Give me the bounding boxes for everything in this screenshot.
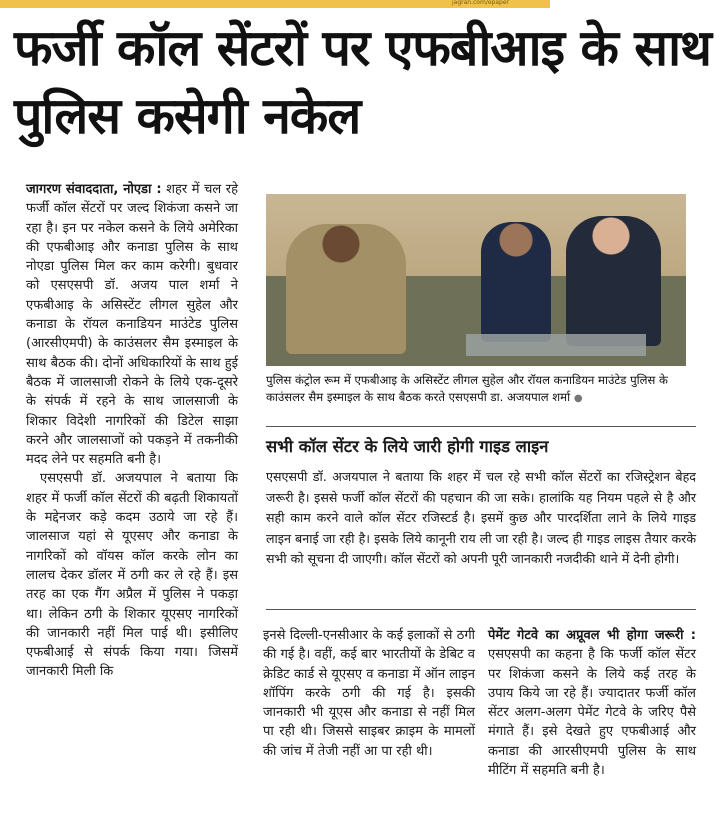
photo-person-fbi-official [481, 222, 551, 342]
photo-person-rcmp-counsellor [566, 216, 661, 346]
article-column-1 [26, 180, 238, 682]
paragraph-2: एसएसपी डॉ. अजयपाल ने बताया कि शहर में फर्जी कॉल सेंटरों की बढ़ती शिकायतों के मद्देनजर कड़े कदम उठाये जा रहे हैं। जालसाज यहां से यूएसए और कनाडा के नागरिकों को वॉयस कॉल करके लोन का लालच देकर डॉलर में ठगी कर ले रहे हैं। इस तरह का एक गैंग अप्रैल में पुलिस ने पकड़ा था। लेकिन ठगी के शिकार यूएसए नागरिकों की जानकारी नहीं मिल पाई थी। इसीलिए एफबीआई से संपर्क किया गया। जिसमें जानकारी मिली कि [26, 471, 238, 680]
headline: फर्जी कॉल सेंटरों पर एफबीआइ के साथ पुलिस कसेगी नकेल [14, 19, 711, 145]
photo-person-police-officer [286, 224, 406, 354]
box-title: सभी कॉल सेंटर के लिये जारी होगी गाइड लाइन [266, 437, 549, 456]
photo-glass-table [466, 334, 646, 356]
article-column-3 [488, 626, 696, 780]
byline: जागरण संवाददाता, नोएडा : [26, 182, 162, 197]
subhead-payment-gateway: पेमेंट गेटवे का अप्रूवल भी होगा जरूरी : [488, 628, 696, 643]
box-body: एसएसपी डॉ. अजयपाल ने बताया कि शहर में चल रहे सभी कॉल सेंटरों का रजिस्ट्रेशन बेहद जरूरी है। इससे फर्जी कॉल सेंटरों की पहचान की जा सके। हालांकि यह नियम पहले से है और सही काम करने वाले कॉल सेंटर रजिस्टर्ड है। इसमें कुछ और पारदर्शिता लाने के लिये गाइड लाइन बनाई जा रही है। इसके लिये कानूनी राय ली जा रही है। जल्द ही गाइड लाइस तैयार करके सभी को सूचना दी जाएगी। कॉल सेंटरों को अपनी पूरी जानकारी नजदीकी थाने में देनी होगी। [266, 469, 696, 566]
column-2-text: इनसे दिल्ली-एनसीआर के कई इलाकों से ठगी की गई है। वहीं, कई बार भारतीयों के डेबिट व क्रेडिट कार्ड से यूएसए व कनाडा में ऑन लाइन शॉपिंग करके ठगी की गई है। इसकी जानकारी भी यूएस और कनाडा से नहीं मिल पा रही थी। जिससे साइबर क्राइम के मामलों की जांच में तेजी नहीं आ पा रही थी। [263, 628, 475, 759]
caption-end-mark: ● [573, 393, 583, 404]
article-column-2 [263, 626, 475, 761]
lead-text: शहर में चल रहे फर्जी कॉल सेंटरों पर जल्द शिकंजा कसने जा रहा है। इन पर नकेल कसने के लिये अमेरिका की एफबीआइ और कनाडा पुलिस के साथ नोएडा पुलिस मिल कर काम करेगी। बुधवार को एसएसपी डॉ. अजय पाल शर्मा ने एफबीआइ के असिस्टेंट लीगल सुहेल और कनाडा के रॉयल कनाडियन माउंटेड पुलिस (आरसीएमपी) के काउंसलर सैम इस्माइल के साथ बैठक की। दोनों अधिकारियों के साथ हुई बैठक में जालसाजी रोकने के लिये एक-दूसरे के संपर्क में रहने के साथ जालसाजी के शिकार विदेशी नागरिकों की डिटेल साझा करने और जालसाजों को पकड़ने में तकनीकी मदद लेने पर सहमति बनी है। [26, 182, 238, 468]
column-3-text: एसएसपी का कहना है कि फर्जी कॉल सेंटर पर शिकंजा कसने के लिये कई तरह के उपाय किये जा रहे हैं। ज्यादातर फर्जी कॉल सेंटर अलग-अलग पेमेंट गेटवे के जरिए पैसे मंगाते हैं। इसे देखते हुए एफबीआई और कनाडा की आरसीएमपी पुलिस के साथ मीटिंग में सहमति बनी है। [488, 647, 696, 779]
column-3-paragraph [488, 626, 696, 780]
photo-caption [266, 372, 696, 407]
lead-paragraph [26, 180, 238, 469]
box-divider-bottom [266, 609, 696, 610]
photo-caption-text: पुलिस कंट्रोल रूम में एफबीआइ के असिस्टेंट लीगल सुहेल और रॉयल कनाडियन माउंटेड पुलिस के काउंसलर सैम इस्माइल के साथ बैठक करते एसएसपी डा. अजयपाल शर्मा [266, 373, 668, 404]
box-divider-top [266, 426, 696, 427]
epaper-reference: jagran.com/epaper [452, 0, 509, 6]
news-photo [266, 194, 686, 366]
